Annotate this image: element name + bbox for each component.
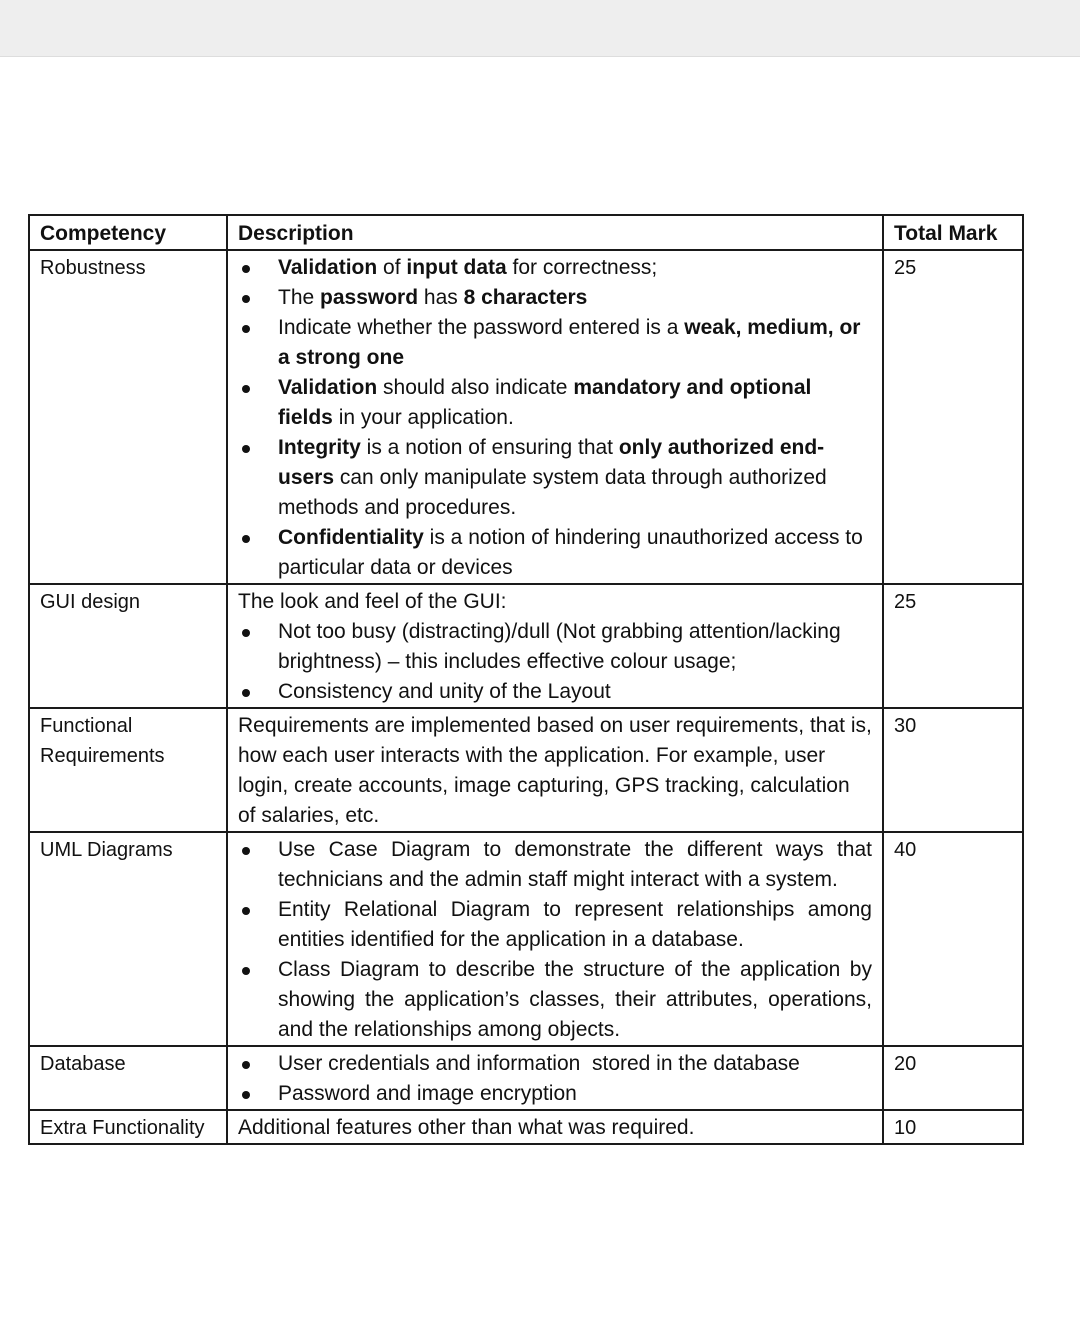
competency-database: Database [29, 1046, 227, 1110]
description-gui-design [227, 584, 883, 708]
header-total-mark: Total Mark [883, 215, 1023, 250]
competency-extra-functionality: Extra Functionality [29, 1110, 227, 1144]
table-row-database [29, 1046, 1023, 1110]
table-row-extra-functionality [29, 1110, 1023, 1144]
description-functional-requirements: Requirements are implemented based on user requirements, that is, how each user interacts with the application. For example, user login, create accounts, image capturing, GPS tracking, calculation of salaries, etc. [227, 708, 883, 832]
table-row-functional-requirements [29, 708, 1023, 832]
list-item: Consistency and unity of the Layout [238, 677, 872, 707]
list-item: The password has 8 characters [238, 283, 872, 313]
competency-robustness: Robustness [29, 250, 227, 584]
list-item: Validation of input data for correctness; [238, 253, 872, 283]
uml-bullet-list [238, 835, 872, 1045]
header-description: Description [227, 215, 883, 250]
mark-functional-requirements: 30 [883, 708, 1023, 832]
description-uml-diagrams [227, 832, 883, 1046]
list-item: Not too busy (distracting)/dull (Not grabbing attention/lacking brightness) – this includes effective colour usage; [238, 617, 872, 677]
list-item: Indicate whether the password entered is a weak, medium, or a strong one [238, 313, 872, 373]
mark-database: 20 [883, 1046, 1023, 1110]
description-extra-functionality: Additional features other than what was required. [227, 1110, 883, 1144]
list-item: Use Case Diagram to demonstrate the different ways that technicians and the admin staff might interact with a system. [238, 835, 872, 895]
list-item: Confidentiality is a notion of hindering unauthorized access to particular data or devices [238, 523, 872, 583]
table-row-uml-diagrams [29, 832, 1023, 1046]
competency-functional-requirements: Functional Requirements [29, 708, 227, 832]
gui-bullet-list [238, 617, 872, 707]
list-item: Class Diagram to describe the structure of the application by showing the application’s classes, their attributes, operations, and the relationships among objects. [238, 955, 872, 1045]
header-competency: Competency [29, 215, 227, 250]
gui-intro: The look and feel of the GUI: [238, 590, 507, 613]
competency-gui-design: GUI design [29, 584, 227, 708]
mark-extra-functionality: 10 [883, 1110, 1023, 1144]
robustness-bullet-list [238, 253, 872, 583]
list-item: Validation should also indicate mandatory and optional fields in your application. [238, 373, 872, 433]
top-toolbar [0, 0, 1080, 57]
competency-uml-diagrams: UML Diagrams [29, 832, 227, 1046]
list-item: Entity Relational Diagram to represent relationships among entities identified for the application in a database. [238, 895, 872, 955]
database-bullet-list [238, 1049, 872, 1109]
list-item: Integrity is a notion of ensuring that only authorized end-users can only manipulate system data through authorized methods and procedures. [238, 433, 872, 523]
mark-gui-design: 25 [883, 584, 1023, 708]
table-header-row [29, 215, 1023, 250]
table-row-robustness [29, 250, 1023, 584]
list-item: Password and image encryption [238, 1079, 872, 1109]
list-item: User credentials and information stored in the database [238, 1049, 872, 1079]
mark-robustness: 25 [883, 250, 1023, 584]
description-database [227, 1046, 883, 1110]
mark-uml-diagrams: 40 [883, 832, 1023, 1046]
table-row-gui-design [29, 584, 1023, 708]
description-robustness [227, 250, 883, 584]
rubric-table [28, 214, 1024, 1145]
